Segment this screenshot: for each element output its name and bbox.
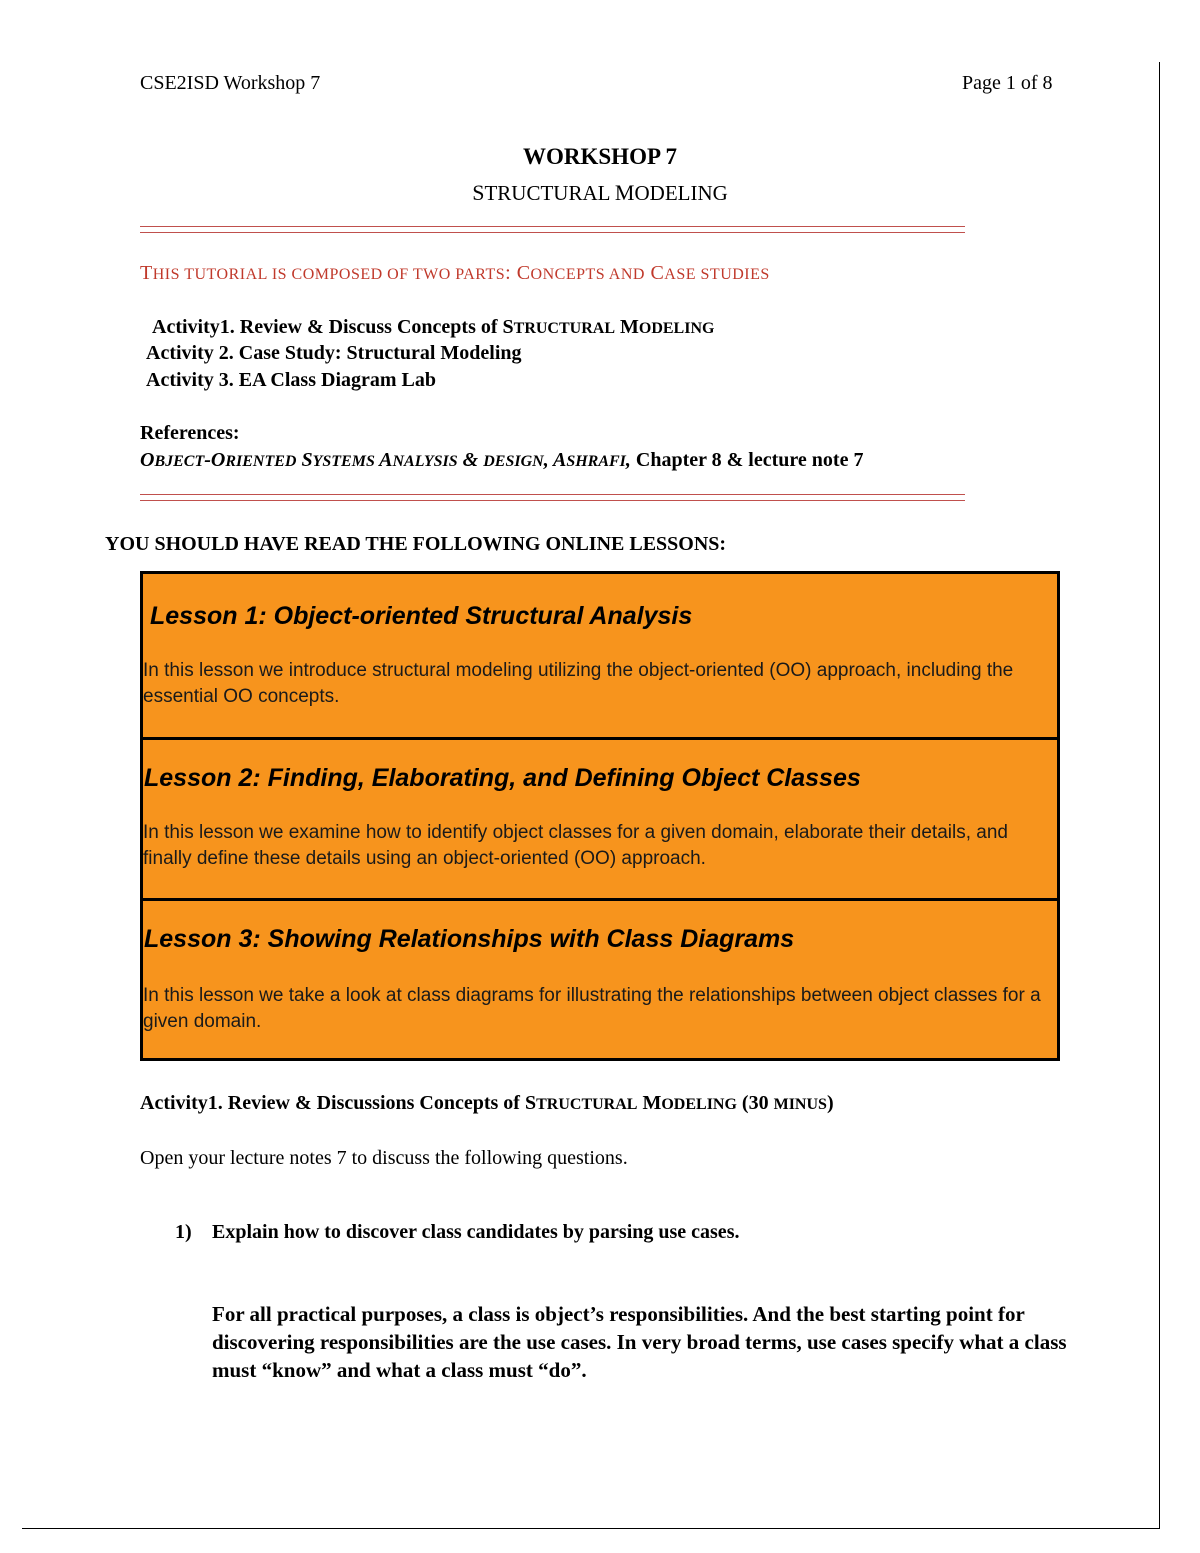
activity-1-item: Activity1. Review & Discuss Concepts of STRUCTURAL MODELING bbox=[152, 316, 715, 338]
header-course-code: CSE2ISD Workshop 7 bbox=[140, 72, 321, 94]
lessons-box bbox=[140, 571, 1060, 1061]
lesson-card bbox=[143, 740, 1057, 898]
divider-top bbox=[140, 226, 965, 233]
references-citation: OBJECT-ORIENTED SYSTEMS ANALYSIS & DESIGN, ASHRAFI, Chapter 8 & lecture note 7 bbox=[140, 449, 864, 471]
question-number: 1) bbox=[175, 1221, 192, 1243]
lesson-card bbox=[143, 901, 1057, 1058]
activity-1-intro: Open your lecture notes 7 to discuss the following questions. bbox=[140, 1147, 628, 1169]
page-title: WORKSHOP 7 bbox=[523, 144, 677, 169]
lesson-title: Lesson 2: Finding, Elaborating, and Defining Object Classes bbox=[144, 764, 861, 792]
online-lessons-heading: YOU SHOULD HAVE READ THE FOLLOWING ONLINE LESSONS: bbox=[105, 533, 727, 555]
lesson-description: In this lesson we introduce structural modeling utilizing the object-oriented (OO) approach, including the essential OO concepts. bbox=[143, 660, 1014, 707]
page-subtitle: STRUCTURAL MODELING bbox=[472, 180, 728, 205]
answer-1: For all practical purposes, a class is object’s responsibilities. And the best starting point for discovering responsibilities are the use cases. In very broad terms, use cases specify what a class must “know” and what a class must “do”. bbox=[212, 1302, 1067, 1382]
lesson-description: In this lesson we take a look at class diagrams for illustrating the relationships between object classes for a given domain. bbox=[143, 985, 1041, 1032]
divider-bottom bbox=[140, 494, 965, 501]
activity-2-item: Activity 2. Case Study: Structural Modeling bbox=[146, 342, 522, 364]
lesson-card bbox=[143, 574, 1057, 737]
references-label: References: bbox=[140, 422, 240, 444]
lesson-title: Lesson 3: Showing Relationships with Class Diagrams bbox=[144, 925, 795, 953]
page-border-right bbox=[1159, 62, 1160, 1529]
activity-3-item: Activity 3. EA Class Diagram Lab bbox=[146, 369, 436, 391]
question-text: Explain how to discover class candidates by parsing use cases. bbox=[212, 1221, 740, 1243]
page-border-bottom bbox=[22, 1528, 1159, 1529]
question-1 bbox=[175, 1221, 739, 1244]
header-page-number: Page 1 of 8 bbox=[962, 72, 1053, 94]
lesson-title: Lesson 1: Object-oriented Structural Analysis bbox=[150, 602, 693, 630]
activity-1-heading: Activity1. Review & Discussions Concepts of STRUCTURAL MODELING (30 MINUS) bbox=[140, 1092, 834, 1114]
tutorial-description: THIS TUTORIAL IS COMPOSED OF TWO PARTS: CONCEPTS AND CASE STUDIES bbox=[140, 262, 770, 284]
lesson-description: In this lesson we examine how to identify object classes for a given domain, elaborate their details, and finally define these details using an object-oriented (OO) approach. bbox=[143, 822, 1008, 869]
